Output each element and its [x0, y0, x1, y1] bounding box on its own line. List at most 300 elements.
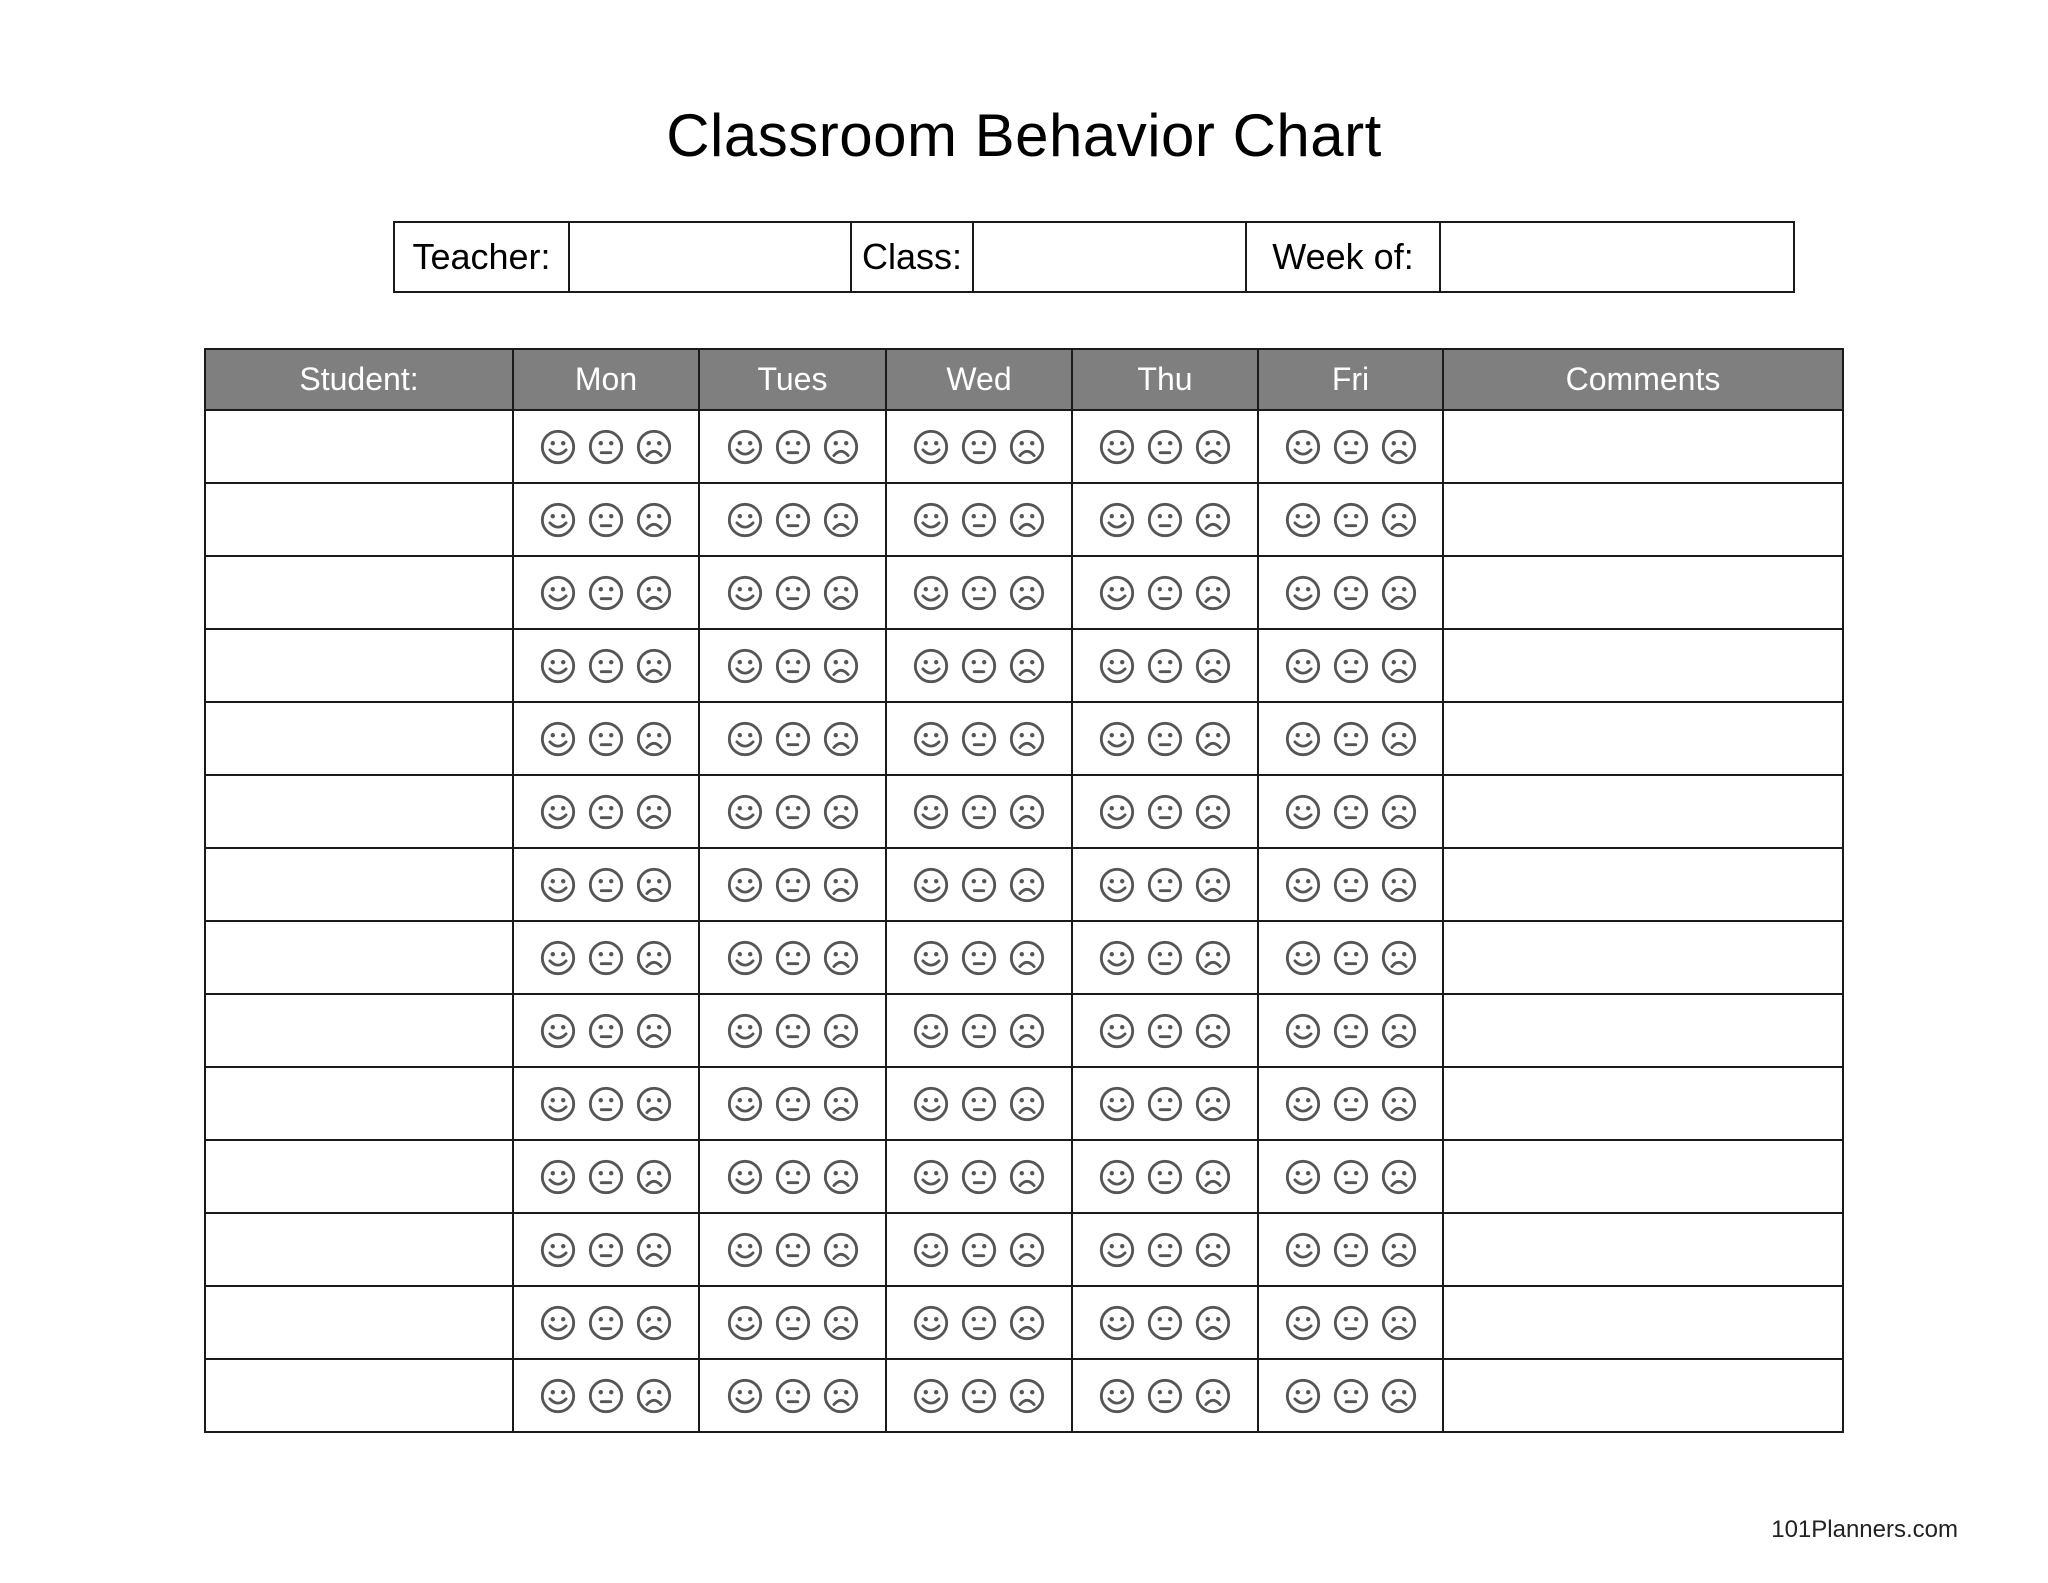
day-cell-tues — [699, 775, 886, 848]
neutral-face-icon[interactable] — [774, 1158, 812, 1196]
smiley-face-icon[interactable] — [539, 1085, 577, 1123]
neutral-face-icon[interactable] — [774, 1377, 812, 1415]
neutral-face-icon[interactable] — [960, 1085, 998, 1123]
sad-face-icon[interactable] — [1380, 1085, 1418, 1123]
smiley-face-icon[interactable] — [539, 866, 577, 904]
neutral-face-icon[interactable] — [774, 574, 812, 612]
sad-face-icon[interactable] — [1008, 793, 1046, 831]
day-cell-thu — [1072, 1286, 1258, 1359]
smiley-face-icon[interactable] — [726, 574, 764, 612]
sad-face-icon[interactable] — [822, 939, 860, 977]
smiley-face-icon[interactable] — [912, 501, 950, 539]
neutral-face-icon[interactable] — [587, 428, 625, 466]
student-name-cell[interactable] — [205, 1213, 513, 1286]
sad-face-icon[interactable] — [635, 647, 673, 685]
smiley-face-icon[interactable] — [1284, 793, 1322, 831]
sad-face-icon[interactable] — [1380, 793, 1418, 831]
smiley-face-icon[interactable] — [1284, 428, 1322, 466]
neutral-face-icon[interactable] — [960, 1377, 998, 1415]
smiley-face-icon[interactable] — [726, 1012, 764, 1050]
neutral-face-icon[interactable] — [960, 574, 998, 612]
behavior-rating-group — [514, 1012, 698, 1050]
smiley-face-icon[interactable] — [1098, 574, 1136, 612]
sad-face-icon[interactable] — [1008, 1231, 1046, 1269]
neutral-face-icon[interactable] — [1146, 866, 1184, 904]
smiley-face-icon[interactable] — [912, 1158, 950, 1196]
neutral-face-icon[interactable] — [587, 1085, 625, 1123]
neutral-face-icon[interactable] — [1332, 501, 1370, 539]
neutral-face-icon[interactable] — [774, 720, 812, 758]
neutral-face-icon[interactable] — [1146, 501, 1184, 539]
behavior-rating-group — [887, 647, 1071, 685]
comments-cell[interactable] — [1443, 556, 1843, 629]
day-cell-tues — [699, 556, 886, 629]
table-header-row — [205, 349, 1843, 410]
neutral-face-icon[interactable] — [587, 1304, 625, 1342]
neutral-face-icon[interactable] — [1332, 793, 1370, 831]
smiley-face-icon[interactable] — [912, 939, 950, 977]
smiley-face-icon[interactable] — [1098, 1012, 1136, 1050]
student-name-cell[interactable] — [205, 848, 513, 921]
smiley-face-icon[interactable] — [912, 1085, 950, 1123]
sad-face-icon[interactable] — [1380, 1231, 1418, 1269]
student-name-cell[interactable] — [205, 556, 513, 629]
day-cell-thu — [1072, 1359, 1258, 1432]
sad-face-icon[interactable] — [635, 1231, 673, 1269]
sad-face-icon[interactable] — [1008, 866, 1046, 904]
day-cell-fri — [1258, 994, 1443, 1067]
smiley-face-icon[interactable] — [1098, 866, 1136, 904]
comments-cell[interactable] — [1443, 629, 1843, 702]
comments-cell[interactable] — [1443, 921, 1843, 994]
sad-face-icon[interactable] — [822, 647, 860, 685]
behavior-rating-group — [700, 501, 885, 539]
column-header-student: Student: — [205, 349, 513, 410]
neutral-face-icon[interactable] — [1146, 1012, 1184, 1050]
smiley-face-icon[interactable] — [1098, 1085, 1136, 1123]
neutral-face-icon[interactable] — [1146, 647, 1184, 685]
behavior-rating-group — [700, 574, 885, 612]
smiley-face-icon[interactable] — [539, 939, 577, 977]
neutral-face-icon[interactable] — [774, 1085, 812, 1123]
comments-cell[interactable] — [1443, 483, 1843, 556]
sad-face-icon[interactable] — [1008, 574, 1046, 612]
column-header-fri: Fri — [1258, 349, 1443, 410]
neutral-face-icon[interactable] — [960, 428, 998, 466]
sad-face-icon[interactable] — [822, 1012, 860, 1050]
sad-face-icon[interactable] — [1194, 793, 1232, 831]
student-name-cell[interactable] — [205, 775, 513, 848]
neutral-face-icon[interactable] — [587, 866, 625, 904]
smiley-face-icon[interactable] — [726, 428, 764, 466]
neutral-face-icon[interactable] — [774, 1012, 812, 1050]
smiley-face-icon[interactable] — [539, 1158, 577, 1196]
smiley-face-icon[interactable] — [912, 428, 950, 466]
behavior-rating-group — [1073, 501, 1257, 539]
smiley-face-icon[interactable] — [539, 1377, 577, 1415]
smiley-face-icon[interactable] — [1284, 1085, 1322, 1123]
smiley-face-icon[interactable] — [1284, 939, 1322, 977]
neutral-face-icon[interactable] — [960, 720, 998, 758]
day-cell-thu — [1072, 483, 1258, 556]
day-cell-thu — [1072, 702, 1258, 775]
day-cell-wed — [886, 629, 1072, 702]
sad-face-icon[interactable] — [822, 1085, 860, 1123]
neutral-face-icon[interactable] — [960, 866, 998, 904]
behavior-rating-group — [700, 647, 885, 685]
sad-face-icon[interactable] — [1194, 501, 1232, 539]
comments-cell[interactable] — [1443, 410, 1843, 483]
student-name-cell[interactable] — [205, 994, 513, 1067]
smiley-face-icon[interactable] — [1284, 574, 1322, 612]
smiley-face-icon[interactable] — [1098, 647, 1136, 685]
neutral-face-icon[interactable] — [774, 501, 812, 539]
day-cell-thu — [1072, 556, 1258, 629]
neutral-face-icon[interactable] — [1332, 1158, 1370, 1196]
sad-face-icon[interactable] — [822, 793, 860, 831]
behavior-rating-group — [700, 1377, 885, 1415]
sad-face-icon[interactable] — [822, 720, 860, 758]
comments-cell[interactable] — [1443, 1359, 1843, 1432]
behavior-rating-group — [887, 1377, 1071, 1415]
neutral-face-icon[interactable] — [587, 1377, 625, 1415]
neutral-face-icon[interactable] — [1332, 428, 1370, 466]
sad-face-icon[interactable] — [1008, 501, 1046, 539]
smiley-face-icon[interactable] — [1284, 501, 1322, 539]
behavior-rating-group — [700, 1158, 885, 1196]
sad-face-icon[interactable] — [1008, 1012, 1046, 1050]
behavior-rating-group — [1073, 1231, 1257, 1269]
neutral-face-icon[interactable] — [1332, 574, 1370, 612]
day-cell-wed — [886, 1140, 1072, 1213]
neutral-face-icon[interactable] — [1332, 1085, 1370, 1123]
neutral-face-icon[interactable] — [1146, 1231, 1184, 1269]
smiley-face-icon[interactable] — [726, 793, 764, 831]
sad-face-icon[interactable] — [1194, 1158, 1232, 1196]
sad-face-icon[interactable] — [1380, 939, 1418, 977]
smiley-face-icon[interactable] — [726, 501, 764, 539]
comments-cell[interactable] — [1443, 848, 1843, 921]
neutral-face-icon[interactable] — [1146, 720, 1184, 758]
smiley-face-icon[interactable] — [726, 720, 764, 758]
neutral-face-icon[interactable] — [960, 793, 998, 831]
smiley-face-icon[interactable] — [912, 1377, 950, 1415]
behavior-rating-group — [514, 866, 698, 904]
neutral-face-icon[interactable] — [1146, 428, 1184, 466]
sad-face-icon[interactable] — [635, 1304, 673, 1342]
neutral-face-icon[interactable] — [587, 720, 625, 758]
behavior-rating-group — [1259, 1012, 1442, 1050]
neutral-face-icon[interactable] — [1332, 1304, 1370, 1342]
sad-face-icon[interactable] — [822, 866, 860, 904]
sad-face-icon[interactable] — [1380, 647, 1418, 685]
smiley-face-icon[interactable] — [539, 428, 577, 466]
sad-face-icon[interactable] — [635, 720, 673, 758]
sad-face-icon[interactable] — [635, 866, 673, 904]
smiley-face-icon[interactable] — [726, 1377, 764, 1415]
day-cell-wed — [886, 1067, 1072, 1140]
neutral-face-icon[interactable] — [1332, 939, 1370, 977]
student-name-cell[interactable] — [205, 1359, 513, 1432]
column-header-comments: Comments — [1443, 349, 1843, 410]
day-cell-wed — [886, 410, 1072, 483]
day-cell-thu — [1072, 1213, 1258, 1286]
sad-face-icon[interactable] — [822, 501, 860, 539]
sad-face-icon[interactable] — [1194, 866, 1232, 904]
student-name-cell[interactable] — [205, 483, 513, 556]
smiley-face-icon[interactable] — [912, 866, 950, 904]
smiley-face-icon[interactable] — [539, 1304, 577, 1342]
week-of-field[interactable] — [1441, 223, 1793, 291]
smiley-face-icon[interactable] — [1098, 939, 1136, 977]
sad-face-icon[interactable] — [1194, 647, 1232, 685]
smiley-face-icon[interactable] — [726, 866, 764, 904]
sad-face-icon[interactable] — [1194, 1012, 1232, 1050]
day-cell-wed — [886, 1286, 1072, 1359]
behavior-rating-group — [1073, 1012, 1257, 1050]
day-cell-wed — [886, 775, 1072, 848]
smiley-face-icon[interactable] — [726, 1231, 764, 1269]
sad-face-icon[interactable] — [1194, 1231, 1232, 1269]
sad-face-icon[interactable] — [1008, 1377, 1046, 1415]
smiley-face-icon[interactable] — [1098, 720, 1136, 758]
smiley-face-icon[interactable] — [1098, 1304, 1136, 1342]
smiley-face-icon[interactable] — [912, 647, 950, 685]
behavior-table — [204, 348, 1844, 1433]
smiley-face-icon[interactable] — [1284, 647, 1322, 685]
sad-face-icon[interactable] — [1194, 720, 1232, 758]
neutral-face-icon[interactable] — [774, 428, 812, 466]
smiley-face-icon[interactable] — [726, 1158, 764, 1196]
sad-face-icon[interactable] — [1008, 939, 1046, 977]
smiley-face-icon[interactable] — [539, 720, 577, 758]
behavior-rating-group — [887, 428, 1071, 466]
day-cell-thu — [1072, 1140, 1258, 1213]
comments-cell[interactable] — [1443, 1140, 1843, 1213]
sad-face-icon[interactable] — [1008, 1085, 1046, 1123]
sad-face-icon[interactable] — [635, 793, 673, 831]
sad-face-icon[interactable] — [635, 1377, 673, 1415]
smiley-face-icon[interactable] — [726, 647, 764, 685]
neutral-face-icon[interactable] — [587, 647, 625, 685]
sad-face-icon[interactable] — [822, 1377, 860, 1415]
sad-face-icon[interactable] — [1380, 1158, 1418, 1196]
teacher-field[interactable] — [570, 223, 852, 291]
student-name-cell[interactable] — [205, 410, 513, 483]
neutral-face-icon[interactable] — [1332, 1231, 1370, 1269]
behavior-rating-group — [700, 720, 885, 758]
neutral-face-icon[interactable] — [960, 501, 998, 539]
student-name-cell[interactable] — [205, 1286, 513, 1359]
smiley-face-icon[interactable] — [539, 793, 577, 831]
neutral-face-icon[interactable] — [774, 1304, 812, 1342]
student-name-cell[interactable] — [205, 1140, 513, 1213]
comments-cell[interactable] — [1443, 994, 1843, 1067]
sad-face-icon[interactable] — [1380, 574, 1418, 612]
day-cell-fri — [1258, 702, 1443, 775]
sad-face-icon[interactable] — [1380, 1377, 1418, 1415]
sad-face-icon[interactable] — [822, 1304, 860, 1342]
behavior-rating-group — [1073, 866, 1257, 904]
sad-face-icon[interactable] — [1380, 720, 1418, 758]
sad-face-icon[interactable] — [1380, 1012, 1418, 1050]
sad-face-icon[interactable] — [1194, 1085, 1232, 1123]
class-field[interactable] — [974, 223, 1247, 291]
smiley-face-icon[interactable] — [1284, 866, 1322, 904]
comments-cell[interactable] — [1443, 1213, 1843, 1286]
smiley-face-icon[interactable] — [1098, 793, 1136, 831]
sad-face-icon[interactable] — [1380, 428, 1418, 466]
sad-face-icon[interactable] — [635, 501, 673, 539]
neutral-face-icon[interactable] — [587, 1231, 625, 1269]
neutral-face-icon[interactable] — [960, 1231, 998, 1269]
sad-face-icon[interactable] — [822, 428, 860, 466]
neutral-face-icon[interactable] — [1332, 720, 1370, 758]
sad-face-icon[interactable] — [1194, 1304, 1232, 1342]
neutral-face-icon[interactable] — [774, 1231, 812, 1269]
sad-face-icon[interactable] — [635, 1012, 673, 1050]
neutral-face-icon[interactable] — [1146, 939, 1184, 977]
comments-cell[interactable] — [1443, 702, 1843, 775]
sad-face-icon[interactable] — [635, 428, 673, 466]
behavior-rating-group — [514, 939, 698, 977]
smiley-face-icon[interactable] — [726, 939, 764, 977]
smiley-face-icon[interactable] — [1098, 428, 1136, 466]
student-name-cell[interactable] — [205, 1067, 513, 1140]
neutral-face-icon[interactable] — [1332, 1377, 1370, 1415]
sad-face-icon[interactable] — [1194, 1377, 1232, 1415]
day-cell-wed — [886, 1213, 1072, 1286]
sad-face-icon[interactable] — [1008, 1158, 1046, 1196]
neutral-face-icon[interactable] — [1332, 866, 1370, 904]
smiley-face-icon[interactable] — [1098, 1158, 1136, 1196]
smiley-face-icon[interactable] — [1284, 1012, 1322, 1050]
day-cell-tues — [699, 483, 886, 556]
behavior-rating-group — [1073, 1377, 1257, 1415]
neutral-face-icon[interactable] — [1146, 574, 1184, 612]
smiley-face-icon[interactable] — [1098, 501, 1136, 539]
sad-face-icon[interactable] — [635, 939, 673, 977]
smiley-face-icon[interactable] — [1284, 1304, 1322, 1342]
sad-face-icon[interactable] — [1008, 647, 1046, 685]
brand-watermark: 101Planners.com — [1771, 1516, 1958, 1543]
day-cell-tues — [699, 410, 886, 483]
sad-face-icon[interactable] — [635, 574, 673, 612]
neutral-face-icon[interactable] — [774, 939, 812, 977]
sad-face-icon[interactable] — [635, 1158, 673, 1196]
neutral-face-icon[interactable] — [587, 1158, 625, 1196]
smiley-face-icon[interactable] — [912, 793, 950, 831]
day-cell-tues — [699, 994, 886, 1067]
neutral-face-icon[interactable] — [774, 647, 812, 685]
student-name-cell[interactable] — [205, 702, 513, 775]
smiley-face-icon[interactable] — [912, 1231, 950, 1269]
day-cell-tues — [699, 629, 886, 702]
neutral-face-icon[interactable] — [587, 793, 625, 831]
behavior-rating-group — [700, 939, 885, 977]
behavior-rating-group — [887, 1085, 1071, 1123]
sad-face-icon[interactable] — [1194, 939, 1232, 977]
sad-face-icon[interactable] — [1380, 501, 1418, 539]
smiley-face-icon[interactable] — [1098, 1377, 1136, 1415]
neutral-face-icon[interactable] — [960, 1012, 998, 1050]
smiley-face-icon[interactable] — [539, 574, 577, 612]
sad-face-icon[interactable] — [822, 1231, 860, 1269]
smiley-face-icon[interactable] — [1284, 720, 1322, 758]
smiley-face-icon[interactable] — [726, 1085, 764, 1123]
neutral-face-icon[interactable] — [1146, 793, 1184, 831]
smiley-face-icon[interactable] — [912, 720, 950, 758]
behavior-rating-group — [514, 720, 698, 758]
comments-cell[interactable] — [1443, 1067, 1843, 1140]
neutral-face-icon[interactable] — [960, 647, 998, 685]
smiley-face-icon[interactable] — [912, 1304, 950, 1342]
neutral-face-icon[interactable] — [1332, 647, 1370, 685]
sad-face-icon[interactable] — [1380, 866, 1418, 904]
smiley-face-icon[interactable] — [539, 647, 577, 685]
neutral-face-icon[interactable] — [960, 1158, 998, 1196]
neutral-face-icon[interactable] — [774, 793, 812, 831]
day-cell-mon — [513, 410, 699, 483]
smiley-face-icon[interactable] — [539, 1012, 577, 1050]
sad-face-icon[interactable] — [822, 1158, 860, 1196]
student-name-cell[interactable] — [205, 629, 513, 702]
smiley-face-icon[interactable] — [912, 574, 950, 612]
day-cell-mon — [513, 629, 699, 702]
student-name-cell[interactable] — [205, 921, 513, 994]
neutral-face-icon[interactable] — [774, 866, 812, 904]
comments-cell[interactable] — [1443, 775, 1843, 848]
smiley-face-icon[interactable] — [1284, 1377, 1322, 1415]
table-row — [205, 1286, 1843, 1359]
column-header-tues: Tues — [699, 349, 886, 410]
behavior-rating-group — [514, 428, 698, 466]
neutral-face-icon[interactable] — [587, 1012, 625, 1050]
neutral-face-icon[interactable] — [960, 1304, 998, 1342]
sad-face-icon[interactable] — [1380, 1304, 1418, 1342]
neutral-face-icon[interactable] — [1146, 1085, 1184, 1123]
day-cell-wed — [886, 921, 1072, 994]
sad-face-icon[interactable] — [1008, 1304, 1046, 1342]
smiley-face-icon[interactable] — [726, 1304, 764, 1342]
sad-face-icon[interactable] — [822, 574, 860, 612]
sad-face-icon[interactable] — [1008, 428, 1046, 466]
sad-face-icon[interactable] — [1194, 428, 1232, 466]
smiley-face-icon[interactable] — [1098, 1231, 1136, 1269]
smiley-face-icon[interactable] — [1284, 1158, 1322, 1196]
behavior-rating-group — [1259, 647, 1442, 685]
neutral-face-icon[interactable] — [587, 501, 625, 539]
smiley-face-icon[interactable] — [539, 501, 577, 539]
sad-face-icon[interactable] — [635, 1085, 673, 1123]
neutral-face-icon[interactable] — [960, 939, 998, 977]
sad-face-icon[interactable] — [1194, 574, 1232, 612]
behavior-rating-group — [1073, 1085, 1257, 1123]
sad-face-icon[interactable] — [1008, 720, 1046, 758]
smiley-face-icon[interactable] — [1284, 1231, 1322, 1269]
smiley-face-icon[interactable] — [539, 1231, 577, 1269]
table-row — [205, 410, 1843, 483]
smiley-face-icon[interactable] — [912, 1012, 950, 1050]
neutral-face-icon[interactable] — [587, 574, 625, 612]
neutral-face-icon[interactable] — [1146, 1158, 1184, 1196]
neutral-face-icon[interactable] — [1146, 1377, 1184, 1415]
behavior-rating-group — [1073, 939, 1257, 977]
comments-cell[interactable] — [1443, 1286, 1843, 1359]
neutral-face-icon[interactable] — [587, 939, 625, 977]
neutral-face-icon[interactable] — [1146, 1304, 1184, 1342]
neutral-face-icon[interactable] — [1332, 1012, 1370, 1050]
